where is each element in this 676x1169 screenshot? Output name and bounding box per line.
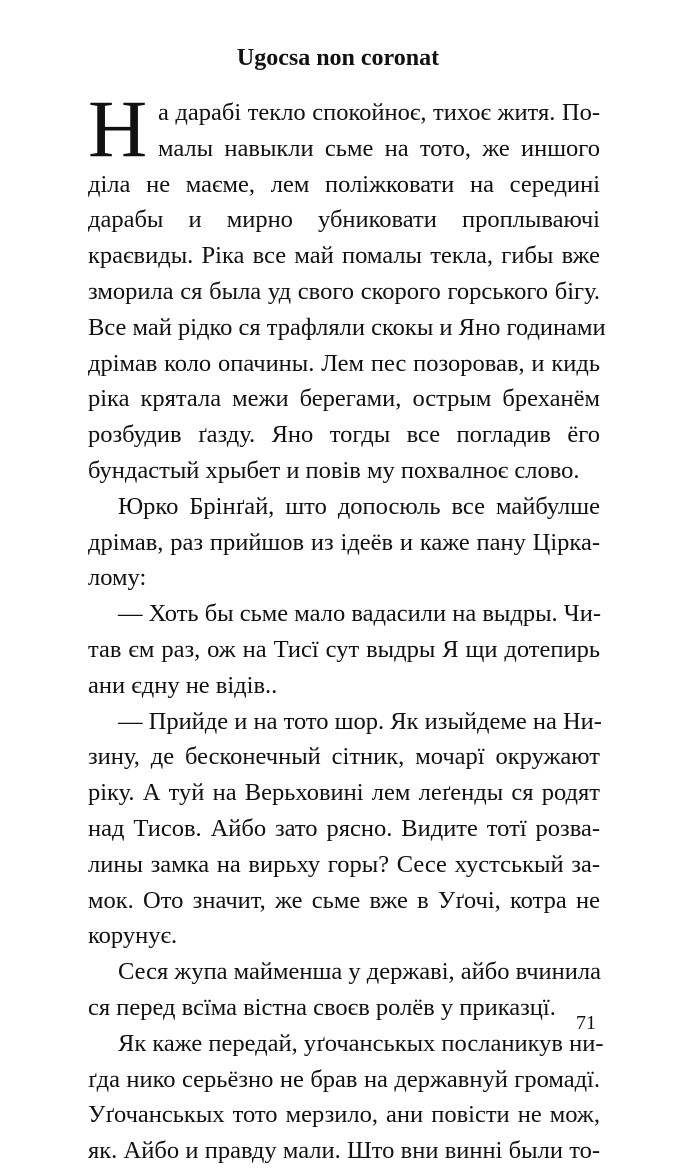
text-line: тав єм раз, ож на Тисї сут выдры Я щи дотепирь: [88, 635, 600, 663]
page-number: 71: [576, 1012, 596, 1034]
text-line: — Хоть бы сьме мало вадасили на выдры. Чи-: [118, 600, 602, 628]
text-line: дрімав коло опачины. Лем пес позоровав, и кидь: [88, 349, 600, 377]
text-line: ся перед всїма вістна своєв ролёв у приказцї.: [88, 993, 556, 1021]
text-line: — Прийде и на тото шор. Як изыйдеме на Ни-: [118, 707, 602, 735]
text-line: над Тисов. Айбо зато рясно. Видите тотї розва-: [88, 814, 600, 842]
text-line: ріку. А туй на Верьховині лем леґенды ся родят: [88, 779, 600, 807]
text-line: Юрко Брінґай, што допосюль все майбулше: [118, 492, 600, 520]
text-line: дарабы и мирно убниковати проплываючі: [88, 206, 600, 234]
text-line: ґда нико серьёзно не брав на державнуй громадї.: [88, 1065, 600, 1093]
text-line: дрімав, раз прийшов из ідеёв и каже пану Цірка-: [88, 528, 600, 556]
text-line: як. Айбо и правду мали. Што вни винні были то-: [88, 1137, 600, 1165]
text-line: корунує.: [88, 922, 178, 950]
text-line: бундастый хрыбет и повів му похвалноє слово.: [88, 456, 580, 484]
text-line: ріка крятала межи берегами, острым бреханём: [88, 385, 600, 413]
drop-cap-letter: Н: [88, 83, 148, 174]
text-line: лины замка на вирьху горы? Сесе хустськый за-: [88, 850, 600, 878]
text-line: а дарабі текло спокойноє, тихоє житя. По-: [158, 99, 600, 126]
text-line: зину, де бесконечный сітник, мочарї окружают: [88, 743, 600, 771]
text-line: Уґочанськых тото мерзило, ани повісти не мож,: [88, 1101, 600, 1129]
text-line: лому:: [88, 564, 147, 592]
text-line: зморила ся была уд свого скорого горського бігу.: [88, 277, 600, 305]
text-line: краєвиды. Ріка все май помалы текла, гибы вже: [88, 242, 600, 270]
text-line: малы навыкли сьме на тото, же иншого: [158, 134, 600, 162]
text-line: Як каже передай, уґочанськых посланикув ни-: [118, 1029, 604, 1057]
text-line: розбудив ґазду. Яно тогды все погладив ёго: [88, 421, 600, 449]
chapter-title: Ugocsa non coronat: [236, 45, 440, 71]
text-line: Сеся жупа майменша у державі, айбо вчинила: [118, 958, 601, 986]
body-text: [88, 83, 606, 1169]
text-line: Все май рідко ся трафляли скокы и Яно годинами: [88, 313, 606, 341]
text-line: мок. Ото значит, же сьме вже в Уґочі, котра не: [88, 886, 600, 914]
text-line: ани єдну не відів..: [88, 671, 278, 699]
text-line: діла не маєме, лем поліжковати на середині: [88, 170, 600, 198]
